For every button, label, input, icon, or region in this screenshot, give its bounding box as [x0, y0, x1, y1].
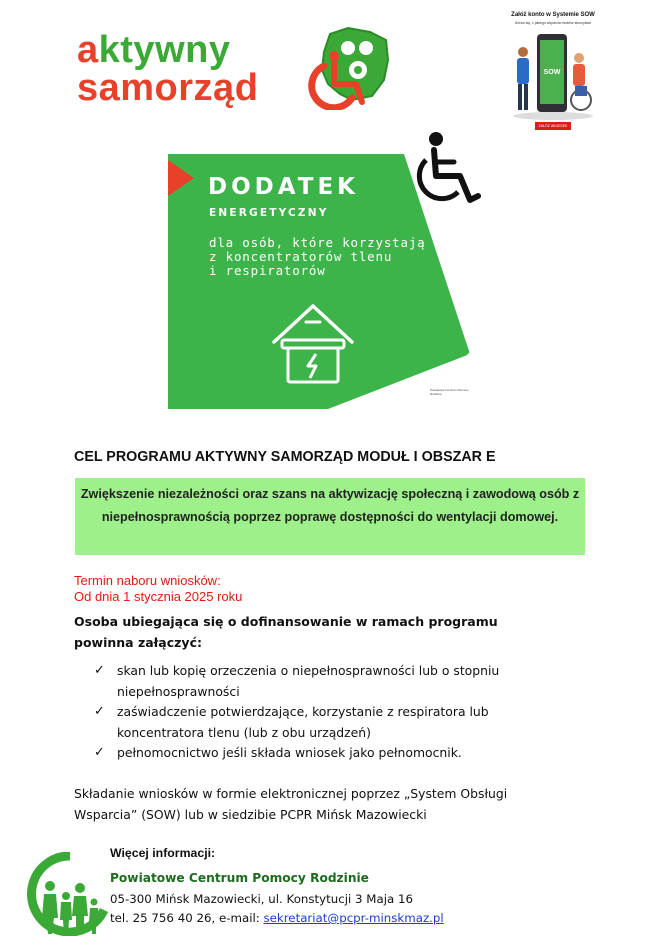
- org-contact: tel. 25 756 40 26, e-mail: sekretariat@pcpr-minskmaz.pl: [110, 911, 444, 925]
- program-heading: CEL PROGRAMU AKTYWNY SAMORZĄD MODUŁ I OBSZAR E: [74, 449, 496, 465]
- logo-aktywny: aktywny: [77, 29, 231, 71]
- program-goal-box: [75, 478, 585, 555]
- banner-description: dla osób, które korzystają z koncentratorów tlenu i respiratorów: [209, 235, 426, 278]
- attachments-list: [94, 661, 564, 764]
- org-name: Powiatowe Centrum Pomocy Rodzinie: [110, 871, 369, 885]
- sow-poster-button: ZAŁÓŻ WNIOSEK ON-LINE: [535, 122, 571, 130]
- energy-house-icon: [268, 300, 358, 388]
- submission-info: Składanie wniosków w formie elektronicznej poprzez „System Obsługi Wsparcia” (SOW) lub w siedzibie PCPR Mińsk Mazowiecki: [74, 786, 508, 822]
- deadline-value: Od dnia 1 stycznia 2025 roku: [74, 589, 243, 604]
- checkmark-icon: ✓: [94, 704, 105, 719]
- sow-poster-title: Załóż konto w Systemie SOW: [511, 12, 595, 18]
- pcpr-family-logo: [26, 852, 108, 936]
- program-goal-text: Zwiększenie niezależności oraz szans na aktywizację społeczną i zawodową osób z niepełnosprawnością poprzez poprawę dostępności do wentylacji domowej.: [80, 487, 580, 524]
- sow-poster: [505, 10, 601, 134]
- attachments-intro: Osoba ubiegająca się o dofinansowanie w ramach programu powinna załączyć:: [74, 614, 498, 650]
- sow-phone-illustration: [505, 28, 601, 122]
- wheelchair-icon: [410, 130, 482, 208]
- list-item: ✓ zaświadczenie potwierdzające, korzystanie z respiratora lub koncentratora tlenu (lub z obu urządzeń): [94, 704, 489, 740]
- more-info-label: Więcej informacji:: [110, 846, 216, 860]
- checkmark-icon: ✓: [94, 663, 105, 678]
- sow-phone-label: SOW: [543, 69, 561, 76]
- list-item: ✓ pełnomocnictwo jeśli składa wniosek jako pełnomocnik.: [94, 743, 564, 764]
- checkmark-icon: ✓: [94, 745, 105, 760]
- email-link[interactable]: sekretariat@pcpr-minskmaz.pl: [263, 911, 444, 925]
- aktywny-samorzad-map-icon: [300, 26, 392, 110]
- sow-poster-subtitle: Umów się, z jakiego wsparcia możesz skorzystać: [514, 21, 592, 25]
- deadline: [74, 573, 242, 605]
- deadline-label: Termin naboru wniosków:: [74, 573, 221, 588]
- banner-org-logo: Powiatowe Centrum Pomocy Rodzinie: [430, 388, 469, 396]
- org-address: 05-300 Mińsk Mazowiecki, ul. Konstytucji 3 Maja 16: [110, 892, 413, 906]
- logo-samorzad: samorząd: [77, 67, 259, 109]
- banner-title: DODATEK: [208, 174, 359, 200]
- banner-subtitle: ENERGETYCZNY: [209, 207, 329, 219]
- list-item: ✓ skan lub kopię orzeczenia o niepełnosprawności lub o stopniu niepełnosprawności: [94, 663, 500, 699]
